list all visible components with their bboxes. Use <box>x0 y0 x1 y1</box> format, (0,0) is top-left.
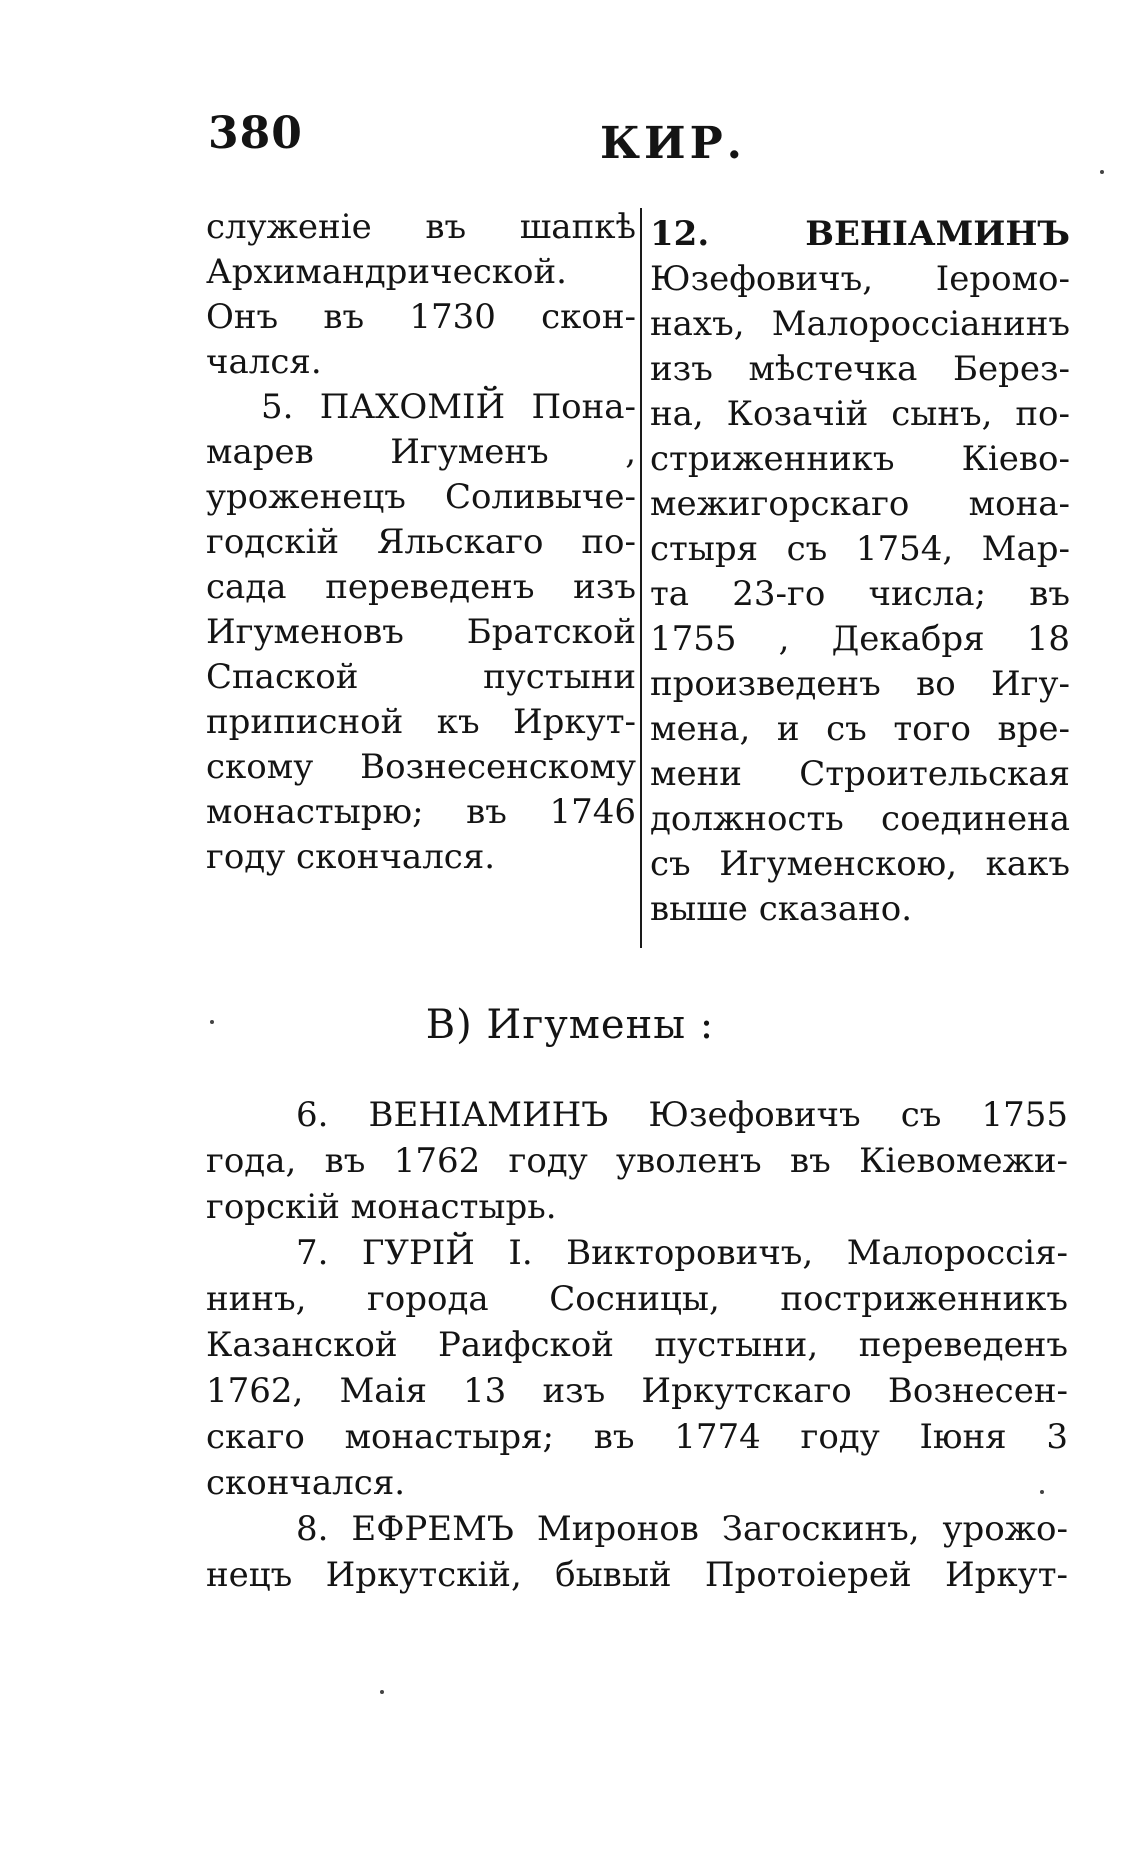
text-line: скончался. <box>206 1463 406 1503</box>
text-line: марев Игуменъ , <box>206 432 636 472</box>
text-line: мени Строительская <box>650 754 1070 794</box>
print-speck <box>1100 170 1104 174</box>
text-line: Архимандрической. <box>206 252 567 292</box>
text-line: Казанской Раифской пустыни, переведенъ <box>206 1325 1068 1365</box>
text-line: нецъ Иркутскій, бывый Протоіерей Иркут- <box>206 1555 1068 1595</box>
text-line: нахъ, Малороссіанинъ <box>650 304 1070 344</box>
text-line: горскій монастырь. <box>206 1187 557 1227</box>
text-line: мена, и съ того вре- <box>650 709 1070 749</box>
text-line: служеніе въ шапкѣ <box>206 207 636 247</box>
text-line: съ Игуменскою, какъ <box>650 844 1070 884</box>
running-head: КИР. <box>600 118 747 169</box>
section-title: В) Игумены : <box>425 1002 715 1048</box>
text-line: Юзефовичъ, Іеромо- <box>650 259 1070 299</box>
text-line: уроженецъ Соливыче- <box>206 477 636 517</box>
text-line: года, въ 1762 году уволенъ въ Кіевомежи- <box>206 1141 1068 1181</box>
text-line: стриженникъ Кіево- <box>650 439 1070 479</box>
text-line: 1755 , Декабря 18 <box>650 619 1070 659</box>
right-column <box>650 212 1070 932</box>
text-line: должность соединена <box>650 799 1070 839</box>
full-width-text <box>206 1092 1068 1598</box>
text-line: монастырю; въ 1746 <box>206 792 636 832</box>
text-line: 1762, Маія 13 изъ Иркутскаго Вознесен- <box>206 1371 1068 1411</box>
column-divider <box>640 208 642 948</box>
text-line: году скончался. <box>206 837 496 877</box>
entry-heading-line: 12. ВЕНІАМИНЪ <box>650 214 1070 254</box>
text-line: нинъ, города Сосницы, постриженникъ <box>206 1279 1068 1319</box>
text-line: приписной къ Иркут- <box>206 702 636 742</box>
text-line: та 23-го числа; въ <box>650 574 1070 614</box>
entry-heading-line: 7. ГУРІЙ I. Викторовичъ, Малороссія- <box>296 1233 1068 1273</box>
text-line: на, Козачій сынъ, по- <box>650 394 1070 434</box>
left-column <box>206 205 636 880</box>
text-line: изъ мѣстечка Берез- <box>650 349 1070 389</box>
text-line: Игуменовъ Братской <box>206 612 636 652</box>
text-line: межигорскаго мона- <box>650 484 1070 524</box>
text-line: Онъ въ 1730 скон- <box>206 297 636 337</box>
text-line: чался. <box>206 342 322 382</box>
text-line: скаго монастыря; въ 1774 году Іюня 3 <box>206 1417 1068 1457</box>
text-line: скому Вознесенскому <box>206 747 636 787</box>
text-line: годскій Яльскаго по- <box>206 522 636 562</box>
print-speck <box>1040 1490 1044 1494</box>
entry-heading-line: 8. ЕФРЕМЪ Миронов Загоскинъ, урожо- <box>296 1509 1068 1549</box>
text-line: выше сказано. <box>650 889 913 929</box>
entry-heading-line: 6. ВЕНІАМИНЪ Юзефовичъ съ 1755 <box>296 1095 1068 1135</box>
text-line: Спаской пустыни <box>206 657 636 697</box>
print-speck <box>210 1020 214 1024</box>
print-speck <box>380 1690 384 1694</box>
text-line: стыря съ 1754, Мар- <box>650 529 1070 569</box>
page-number: 380 <box>208 108 303 159</box>
text-line: сада переведенъ изъ <box>206 567 636 607</box>
entry-heading-line: 5. ПАХОМІЙ Пона- <box>261 387 636 427</box>
text-line: произведенъ во Игу- <box>650 664 1070 704</box>
